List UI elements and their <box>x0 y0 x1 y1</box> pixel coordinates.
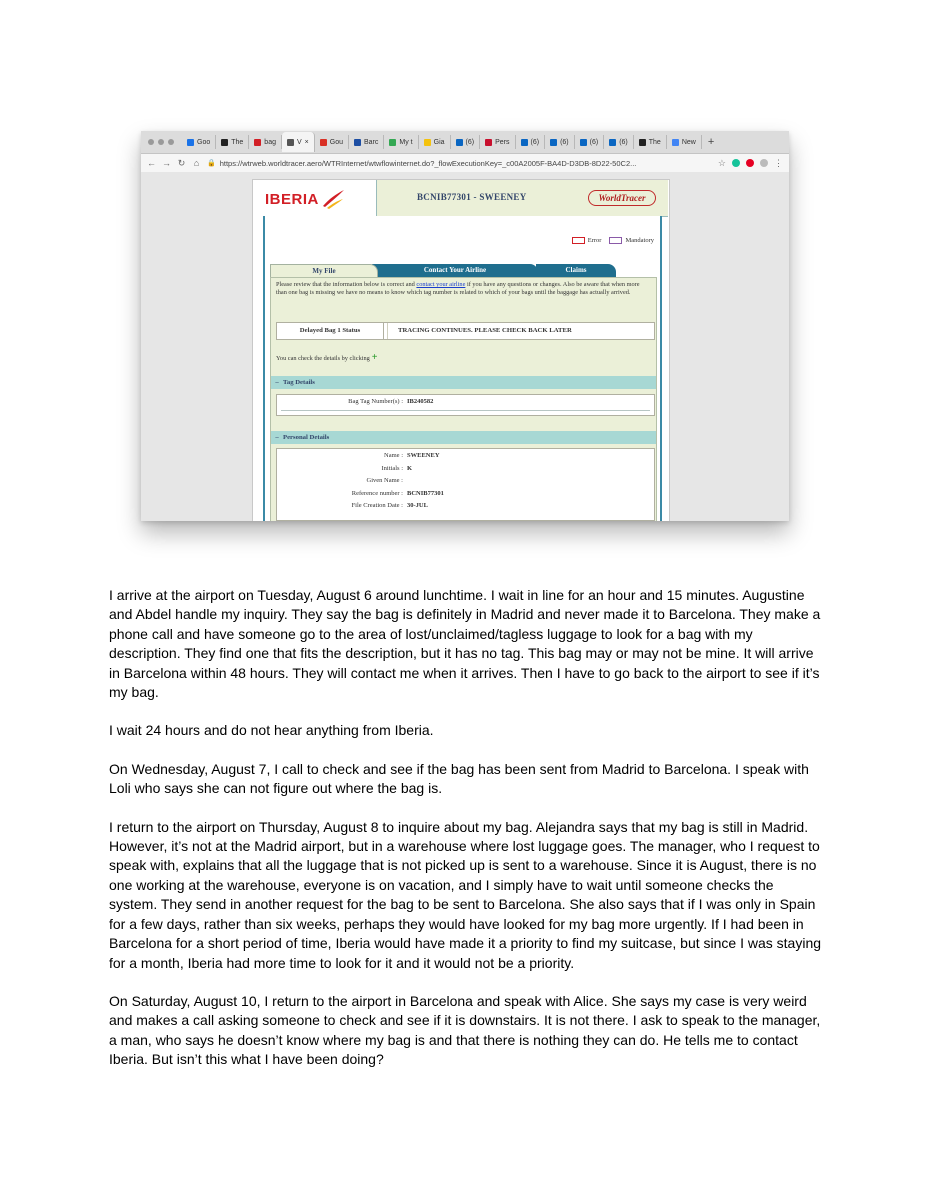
back-arrow-icon[interactable]: ← <box>147 158 156 168</box>
iberia-wing-icon <box>254 139 261 146</box>
iberia-wordmark: IBERIA <box>265 190 319 208</box>
tab-label: bag <box>264 138 276 146</box>
tab-label: Gou <box>329 138 343 146</box>
browser-tab[interactable] <box>480 135 515 149</box>
tab-label: V <box>296 138 302 146</box>
browser-tab[interactable] <box>451 135 481 149</box>
field-legend <box>572 237 654 244</box>
tab-label: Gia <box>433 138 445 146</box>
embedded-browser-screenshot <box>141 131 789 521</box>
expand-plus-icon[interactable]: + <box>371 352 378 363</box>
paragraph: I wait 24 hours and do not hear anything from Iberia. <box>109 722 434 739</box>
minimize-window-icon[interactable] <box>158 139 164 145</box>
delayed-bag-status-row <box>276 322 655 340</box>
browser-tab[interactable] <box>516 135 546 149</box>
check-details-line: You can check the details by clicking + <box>276 352 378 363</box>
status-value: TRACING CONTINUES. PLEASE CHECK BACK LATER <box>387 323 654 339</box>
field-label: Initials : <box>381 464 403 472</box>
close-window-icon[interactable] <box>148 139 154 145</box>
tab-label: Pers <box>495 138 510 146</box>
doc-icon <box>672 139 679 146</box>
personal-details-box <box>276 448 655 521</box>
calendar-icon <box>187 139 194 146</box>
personal-detail-row <box>277 463 654 476</box>
tab-label: My t <box>399 138 413 146</box>
worldtracer-logo: WorldTracer <box>588 190 656 206</box>
field-label: Name : <box>384 452 403 459</box>
browser-tab[interactable] <box>575 135 605 149</box>
tag-details-box <box>276 394 655 416</box>
personal-detail-row <box>277 488 654 501</box>
tab-label: The <box>231 138 244 146</box>
news-icon <box>485 139 492 146</box>
star-icon <box>424 139 431 146</box>
personal-detail-row <box>277 450 654 463</box>
g-letter-icon <box>639 139 646 146</box>
browser-tab[interactable] <box>419 135 451 149</box>
tag-details-header[interactable]: – Tag Details <box>271 376 656 389</box>
my-file-panel <box>270 277 657 521</box>
tab-label: (6) <box>589 138 599 146</box>
contact-airline-link[interactable]: contact your airline <box>416 281 466 288</box>
legend-mandatory: Mandatory <box>609 237 654 244</box>
linkedin-icon <box>521 139 528 146</box>
browser-tabs <box>182 131 702 153</box>
legend-error: Error <box>572 237 602 244</box>
profile-avatar-icon[interactable] <box>760 159 768 167</box>
paragraph: I arrive at the airport on Tuesday, August 6 around lunchtime. I wait in line for an hour and 15 minutes. Augustine and Abdel handle my inquiry. They say the bag is definitely in Madrid and never made it to Barcelona. They make a phone call and have someone go to the area of lost/unclaimed/tagless luggage to look for a bag with my description. They find one that fits the description, but it has no tag. This bag may or may not be mine. It will arrive in Barcelona within 48 hours. They will contact me when it arrives. Then I have to go back to the airport to see if it’s my bag. <box>109 587 821 701</box>
field-value: IB240582 <box>407 398 434 405</box>
browser-tab[interactable] <box>182 135 216 149</box>
browser-tab[interactable] <box>216 135 249 149</box>
browser-tab[interactable] <box>545 135 575 149</box>
file-tabs <box>270 264 620 277</box>
paragraph: On Wednesday, August 7, I call to check and see if the bag has been sent from Madrid to Barcelona. I speak with Loli who says she can not figure out where the bag is. <box>109 760 809 797</box>
field-value: BCNIB77301 <box>407 489 444 497</box>
tag-number-row <box>277 396 654 409</box>
browser-viewport <box>141 172 789 521</box>
field-value: K <box>407 464 413 472</box>
reload-icon[interactable]: ↻ <box>177 157 186 168</box>
linkedin-icon <box>550 139 557 146</box>
browser-tab[interactable] <box>249 135 282 149</box>
grammarly-extension-icon[interactable] <box>732 159 740 167</box>
tab-label: (6) <box>560 138 569 146</box>
menu-dots-icon[interactable]: ⋮ <box>774 157 783 168</box>
tab-label: (6) <box>465 138 475 146</box>
field-label: File Creation Date : <box>351 502 403 509</box>
lock-icon: 🔒 <box>207 160 216 167</box>
drive-icon <box>389 139 396 146</box>
collapse-icon: – <box>275 379 279 386</box>
url-text: https://wtrweb.worldtracer.aero/WTRInternet/wtwflowinternet.do?_flowExecutionKey=_c00A2005F-BA4D-D3DB-8D22-50C2... <box>219 158 637 168</box>
personal-detail-row <box>277 500 654 513</box>
linkedin-icon <box>580 139 587 146</box>
browser-tab[interactable] <box>282 132 315 152</box>
field-value: 30-JUL <box>407 502 428 509</box>
field-label: Given Name : <box>366 477 403 484</box>
field-value: SWEENEY <box>407 452 440 459</box>
bookmark-star-icon[interactable]: ☆ <box>717 157 726 168</box>
zoom-window-icon[interactable] <box>168 139 174 145</box>
globe-icon <box>287 139 294 146</box>
tab-claims[interactable]: Claims <box>536 264 616 277</box>
tab-label: (6) <box>619 138 628 146</box>
personal-details-header[interactable]: – Personal Details <box>271 431 656 444</box>
linkedin-icon <box>609 139 616 146</box>
forward-arrow-icon[interactable]: → <box>162 158 171 168</box>
browser-tab[interactable] <box>315 135 349 149</box>
browser-tab[interactable] <box>384 135 418 149</box>
status-label: Delayed Bag 1 Status <box>277 323 384 339</box>
file-reference-title: BCNIB77301 - SWEENEY <box>417 192 527 202</box>
new-tab-button[interactable]: + <box>707 136 715 148</box>
review-notice: Please review that the information below is correct and contact your airline if you have any questions or changes. Also be aware that when more than one bag is missing we have no means to know which tag number is related to which of your bags until the baggage has actually arrived. <box>276 281 640 297</box>
v-letter-icon <box>221 139 228 146</box>
iberia-wing-icon <box>321 189 345 209</box>
file-header <box>376 180 668 217</box>
pinterest-extension-icon[interactable] <box>746 159 754 167</box>
bank-icon <box>354 139 361 146</box>
paragraph: I return to the airport on Thursday, August 8 to inquire about my bag. Alejandra says that my bag is still in Madrid. However, it’s not at the Madrid airport, but in a warehouse where lost luggage goes. The manager, who I request to speak with, explains that all the luggage that is not picked up is sent to a warehouse. Since it is August, there is no one working at the warehouse, everyone is on vacation, and I simply have to wait until someone checks the system. They send in another request for the bag to be sent to Barcelona. She also says that if I was only in Spain for a few days, rather than six weeks, perhaps they would have looked for my bag more urgently. If I had been in Barcelona for a short period of time, Iberia would have made it a priority to find my suitcase, but since I was staying for a month, Iberia had more time to look for it and it would not be a priority. <box>109 818 822 971</box>
file-frame <box>263 216 662 521</box>
address-bar <box>141 154 789 173</box>
tab-contact-your-airline[interactable]: Contact Your Airline <box>372 264 538 277</box>
iberia-logo <box>265 189 345 209</box>
collapse-icon: – <box>275 434 279 441</box>
url-field[interactable] <box>207 157 712 170</box>
document-body <box>109 586 824 1089</box>
linkedin-icon <box>456 139 463 146</box>
worldtracer-page <box>252 179 670 521</box>
tab-label: The <box>648 138 661 146</box>
paragraph: On Saturday, August 10, I return to the airport in Barcelona and speak with Alice. She says my case is very weird and makes a call asking someone to check and see if it is downstairs. It is not there. I ask to speak to the manager, a man, who says he doesn’t know where my bag is and that there is nothing they can do. He tells me to contact Iberia. But isn’t this what I have been doing? <box>109 992 821 1068</box>
window-controls <box>141 139 182 145</box>
field-label: Bag Tag Number(s) : <box>348 398 403 405</box>
browser-tab[interactable] <box>604 135 634 149</box>
browser-tab[interactable] <box>349 135 384 149</box>
field-label: Reference number : <box>351 489 403 497</box>
tab-label: Barc <box>363 138 379 146</box>
gmail-icon <box>320 139 327 146</box>
personal-detail-row <box>277 475 654 488</box>
tab-my-file[interactable]: My File <box>270 264 378 278</box>
browser-tab[interactable] <box>667 135 702 149</box>
tab-label: (6) <box>530 138 540 146</box>
tab-label: New <box>681 138 696 146</box>
field-value <box>403 475 407 488</box>
browser-tab-bar <box>141 131 789 154</box>
close-tab-icon[interactable]: × <box>304 138 309 146</box>
tab-label: Goo <box>197 138 211 146</box>
home-icon[interactable]: ⌂ <box>193 158 200 168</box>
browser-tab[interactable] <box>634 135 667 149</box>
